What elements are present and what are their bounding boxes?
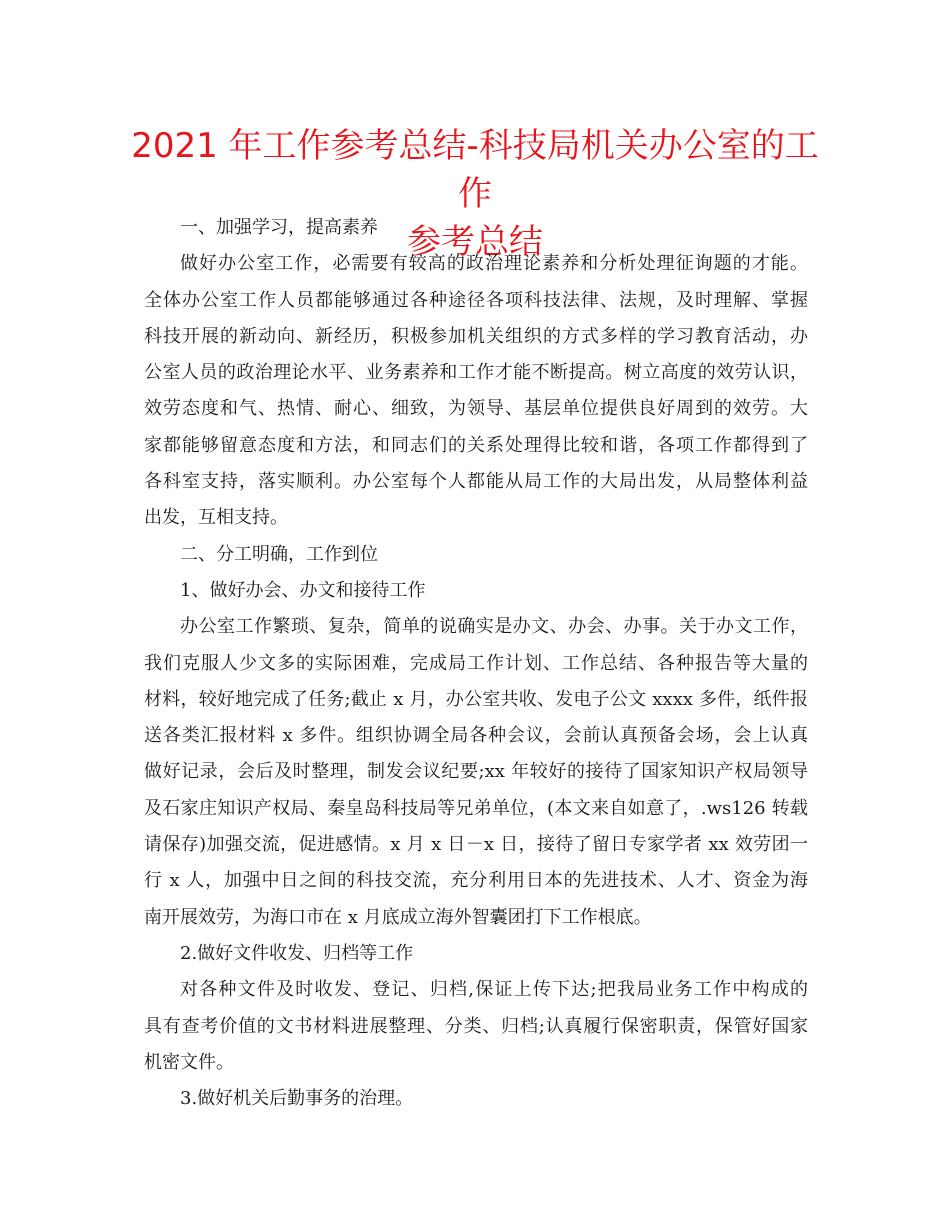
paragraph-line: 办公室工作繁琐、复杂，简单的说确实是办文、办会、办事。关于办文工作，	[180, 616, 808, 638]
document-body	[144, 210, 808, 1117]
paragraph-line: 公室人员的政治理论水平、业务素养和工作才能不断提高。树立高度的效劳认识，	[144, 362, 808, 384]
paragraph-line: 南开展效劳，为海口市在 x 月底成立海外智囊团打下工作根底。	[144, 906, 652, 928]
subsection-heading-1: 1、做好办会、办文和接待工作	[180, 579, 426, 601]
paragraph-line: 对各种文件及时收发、登记、归档,保证上传下达;把我局业务工作中构成的	[180, 979, 808, 1001]
paragraph-line: 全体办公室工作人员都能够通过各种途径各项科技法律、法规，及时理解、掌握	[144, 289, 808, 311]
paragraph-line: 各科室支持，落实顺利。办公室每个人都能从局工作的大局出发，从局整体利益	[144, 471, 808, 493]
paragraph-line: 出发，互相支持。	[144, 507, 288, 529]
paragraph-line: 机密文件。	[144, 1051, 234, 1073]
paragraph-line: 及石家庄知识产权局、秦皇岛科技局等兄弟单位，(本文来自如意了，.ws126 转载	[144, 797, 808, 819]
paragraph-line: 请保存)加强交流，促进感情。x 月 x 日－x 日，接待了留日专家学者 xx 效劳团一	[144, 834, 808, 856]
title-line-2: 参考总结	[407, 222, 543, 262]
paragraph-line: 具有查考价值的文书材料进展整理、分类、归档;认真履行保密职责，保管好国家	[144, 1015, 808, 1037]
title-line-1: 2021 年工作参考总结-科技局机关办公室的工作	[131, 126, 819, 214]
paragraph-line: 效劳态度和气、热情、耐心、细致，为领导、基层单位提供良好周到的效劳。大	[144, 398, 808, 420]
paragraph-line: 行 x 人，加强中日之间的科技交流，充分利用日本的先进技术、人才、资金为海	[144, 870, 808, 892]
paragraph-line: 送各类汇报材料 x 多件。组织协调全局各种会议，会前认真预备会场，会上认真	[144, 725, 808, 747]
paragraph-line: 做好记录，会后及时整理，制发会议纪要;xx 年较好的接待了国家知识产权局领导	[144, 761, 808, 783]
paragraph-line: 科技开展的新动向、新经历，积极参加机关组织的方式多样的学习教育活动，办	[144, 325, 808, 347]
subsection-heading-2: 2.做好文件收发、归档等工作	[180, 942, 414, 964]
paragraph-line: 家都能够留意态度和方法，和同志们的关系处理得比较和谐，各项工作都得到了	[144, 434, 808, 456]
subsection-heading-3: 3.做好机关后勤事务的治理。	[180, 1088, 414, 1110]
paragraph-line: 我们克服人少文多的实际困难，完成局工作计划、工作总结、各种报告等大量的	[144, 652, 808, 674]
section-heading-2: 二、分工明确，工作到位	[180, 543, 378, 565]
section-heading-1: 一、加强学习，提高素养	[180, 217, 378, 238]
paragraph-line: 材料，较好地完成了任务;截止 x 月，办公室共收、发电子公文 xxxx 多件，纸件报	[144, 688, 808, 710]
paragraph-line: 做好办公室工作，必需要有较高的政治理论素养和分析处理征询题的才能。	[180, 253, 808, 275]
